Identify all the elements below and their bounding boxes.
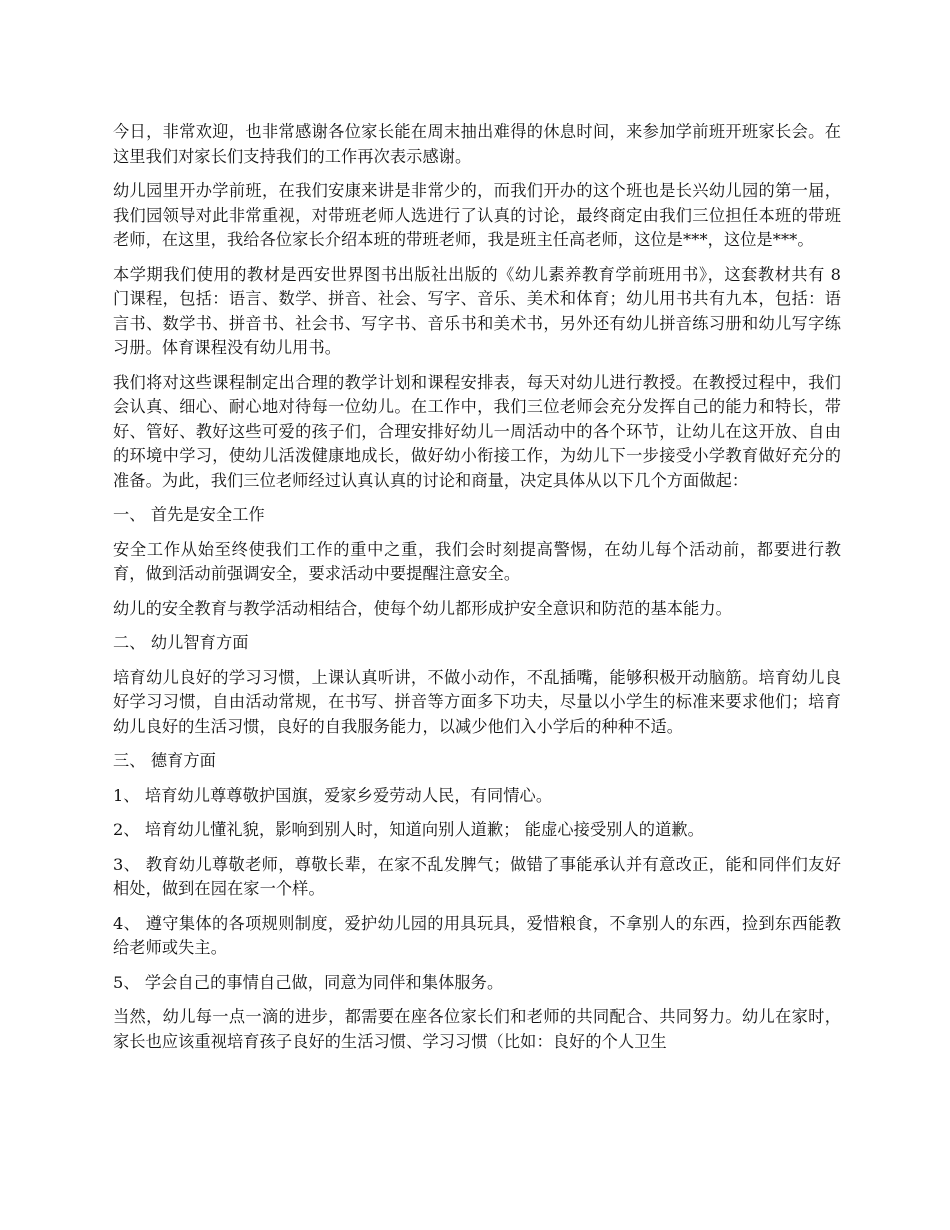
heading-intellectual: 二、 幼儿智育方面	[113, 633, 249, 652]
list-item-moral-1: 1、 培育幼儿尊尊敬护国旗，爱家乡爱劳动人民，有同情心。	[113, 785, 553, 805]
list-item-moral-3: 3、 教育幼儿尊敬老师，尊敬长辈，在家不乱发脾气；做错了事能承认并有意改正，能和同伴们友好相处，做到在园在家一个样。	[113, 854, 841, 898]
heading-safety: 一、 首先是安全工作	[113, 505, 265, 524]
paragraph-safety-education: 幼儿的安全教育与教学活动相结合，使每个幼儿都形成护安全意识和防范的基本能力。	[113, 598, 732, 618]
paragraph-textbooks: 本学期我们使用的教材是西安世界图书出版社出版的《幼儿素养教育学前班用书》，这套教材共有 8 门课程，包括：语言、数学、拼音、社会、写字、音乐、美术和体育；幼儿用书共有九本，包括：语言书、数学书、拼音书、社会书、写字书、音乐书和美术书，另外还有幼儿拼音练习册和幼儿写字练习册。体育课程没有幼儿用书。	[113, 264, 841, 357]
paragraph-teaching-plan: 我们将对这些课程制定出合理的教学计划和课程安排表，每天对幼儿进行教授。在教授过程中，我们会认真、细心、耐心地对待每一位幼儿。在工作中，我们三位老师会充分发挥自己的能力和特长，带好、管好、教好这些可爱的孩子们，合理安排好幼儿一周活动中的各个环节，让幼儿在这开放、自由的环境中学习，使幼儿活泼健康地成长，做好幼小衔接工作，为幼儿下一步接受小学教育做好充分的准备。为此，我们三位老师经过认真认真的讨论和商量，决定具体从以下几个方面做起：	[113, 372, 841, 490]
heading-moral: 三、 德育方面	[113, 751, 216, 770]
paragraph-teachers-intro: 幼儿园里开办学前班，在我们安康来讲是非常少的，而我们开办的这个班也是长兴幼儿园的第一届，我们园领导对此非常重视，对带班老师人选进行了认真的讨论，最终商定由我们三位担任本班的带班老师，在这里，我给各位家长介绍本班的带班老师，我是班主任高老师，这位是***，这位是***。	[113, 181, 841, 249]
paragraph-cooperation: 当然，幼儿每一点一滴的进步，都需要在座各位家长们和老师的共同配合、共同努力。幼儿在家时，家长也应该重视培育孩子良好的生活习惯、学习习惯（比如：良好的个人卫生	[113, 1007, 841, 1051]
list-item-moral-5: 5、 学会自己的事情自己做，同意为同伴和集体服务。	[113, 972, 504, 992]
paragraph-learning-habits: 培育幼儿良好的学习习惯，上课认真听讲，不做小动作，不乱插嘴，能够积极开动脑筋。培育幼儿良好学习习惯，自由活动常规，在书写、拼音等方面多下功夫，尽量以小学生的标准来要求他们；培育幼儿良好的生活习惯，良好的自我服务能力，以减少他们入小学后的种种不适。	[113, 667, 841, 736]
paragraph-safety-work: 安全工作从始至终使我们工作的重中之重，我们会时刻提高警惕，在幼儿每个活动前，都要进行教育，做到活动前强调安全，要求活动中要提醒注意安全。	[113, 539, 841, 583]
list-item-moral-4: 4、 遵守集体的各项规则制度，爱护幼儿园的用具玩具，爱惜粮食，不拿别人的东西，捡到东西能教给老师或失主。	[113, 913, 841, 957]
paragraph-welcome: 今日，非常欢迎，也非常感谢各位家长能在周末抽出难得的休息时间，来参加学前班开班家长会。在这里我们对家长们支持我们的工作再次表示感谢。	[113, 122, 841, 166]
document-body	[113, 120, 841, 1064]
list-item-moral-2: 2、 培育幼儿懂礼貌，影响到别人时，知道向别人道歉； 能虚心接受别人的道歉。	[113, 820, 704, 839]
